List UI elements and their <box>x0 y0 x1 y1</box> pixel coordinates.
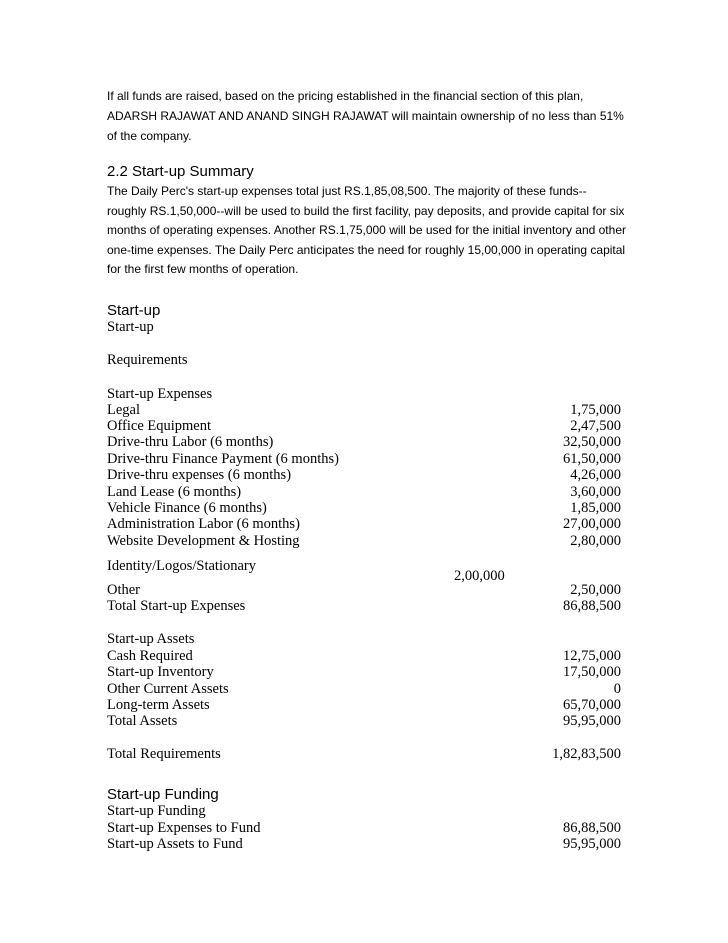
row-value: 4,26,000 <box>570 467 621 483</box>
table-row <box>107 467 621 484</box>
row-value: 1,85,000 <box>570 500 621 516</box>
table-row <box>107 434 621 451</box>
summary-line: one-time expenses. The Daily Perc anticipates the need for roughly 15,00,000 in operating capital <box>107 242 626 257</box>
row-label: Long-term Assets <box>107 697 210 713</box>
total-assets-row <box>107 713 621 730</box>
row-label: Website Development & Hosting <box>107 533 300 549</box>
table-row <box>107 484 621 501</box>
row-value: 61,50,000 <box>563 451 621 467</box>
startup-summary-heading: 2.2 Start-up Summary <box>107 163 254 180</box>
table-row <box>107 582 621 599</box>
row-label: Drive-thru Labor (6 months) <box>107 434 274 450</box>
table-row <box>107 418 621 435</box>
row-value: 0 <box>613 681 621 697</box>
row-value: 27,00,000 <box>563 516 621 532</box>
table-row <box>107 558 621 584</box>
total-expenses-row <box>107 598 621 615</box>
row-value: 12,75,000 <box>563 648 621 664</box>
row-label: Start-up Expenses to Fund <box>107 820 261 836</box>
table-row <box>107 451 621 468</box>
row-label: Total Requirements <box>107 746 221 762</box>
row-label: Identity/Logos/Stationary <box>107 558 257 574</box>
row-label: Drive-thru Finance Payment (6 months) <box>107 451 339 467</box>
row-label: Office Equipment <box>107 418 212 434</box>
row-label: Other <box>107 582 141 598</box>
row-value: 2,80,000 <box>570 533 621 549</box>
row-value: 17,50,000 <box>563 664 621 680</box>
intro-line: of the company. <box>107 129 192 143</box>
startup-funding-subheading: Start-up Funding <box>107 803 206 819</box>
startup-assets-heading: Start-up Assets <box>107 631 195 647</box>
row-value: 32,50,000 <box>563 434 621 450</box>
summary-line: The Daily Perc's start-up expenses total just RS.1,85,08,500. The majority of these funds-- <box>107 184 587 198</box>
table-row <box>107 648 621 665</box>
row-label: Legal <box>107 402 141 418</box>
row-value: 86,88,500 <box>563 820 621 836</box>
row-label: Other Current Assets <box>107 681 229 697</box>
startup-table-heading: Start-up <box>107 302 161 319</box>
row-label: Cash Required <box>107 648 193 664</box>
intro-line: If all funds are raised, based on the pricing established in the financial section of this plan, <box>107 89 584 103</box>
table-row <box>107 820 621 837</box>
row-label: Vehicle Finance (6 months) <box>107 500 267 516</box>
total-requirements-row <box>107 746 621 763</box>
row-label: Drive-thru expenses (6 months) <box>107 467 292 483</box>
row-value: 65,70,000 <box>563 697 621 713</box>
row-value: 2,00,000 <box>454 568 505 584</box>
table-row <box>107 836 621 853</box>
table-row <box>107 402 621 419</box>
row-label: Start-up Inventory <box>107 664 214 680</box>
row-value: 86,88,500 <box>563 598 621 614</box>
startup-subheading: Start-up <box>107 319 154 335</box>
row-label: Land Lease (6 months) <box>107 484 242 500</box>
row-value: 1,82,83,500 <box>552 746 621 762</box>
summary-line: roughly RS.1,50,000--will be used to build the first facility, pay deposits, and provide capital for six <box>107 203 625 218</box>
row-label: Total Assets <box>107 713 178 729</box>
summary-line: for the first few months of operation. <box>107 262 299 276</box>
requirements-label: Requirements <box>107 352 188 368</box>
table-row <box>107 697 621 714</box>
row-value: 2,47,500 <box>570 418 621 434</box>
table-row <box>107 533 621 550</box>
table-row <box>107 681 621 698</box>
row-value: 2,50,000 <box>570 582 621 598</box>
row-label: Total Start-up Expenses <box>107 598 246 614</box>
summary-line: months of operating expenses. Another RS.1,75,000 will be used for the initial inventory and other <box>107 223 626 237</box>
row-label: Administration Labor (6 months) <box>107 516 300 532</box>
row-value: 95,95,000 <box>563 713 621 729</box>
startup-expenses-heading: Start-up Expenses <box>107 386 213 402</box>
row-label: Start-up Assets to Fund <box>107 836 243 852</box>
row-value: 95,95,000 <box>563 836 621 852</box>
row-value: 1,75,000 <box>570 402 621 418</box>
table-row <box>107 664 621 681</box>
startup-funding-heading: Start-up Funding <box>107 786 219 803</box>
intro-paragraph <box>107 86 627 146</box>
table-row <box>107 516 621 533</box>
startup-summary-paragraph <box>107 182 627 280</box>
table-row <box>107 500 621 517</box>
intro-line: ADARSH RAJAWAT AND ANAND SINGH RAJAWAT will maintain ownership of no less than 51% <box>107 109 624 123</box>
row-value: 3,60,000 <box>570 484 621 500</box>
